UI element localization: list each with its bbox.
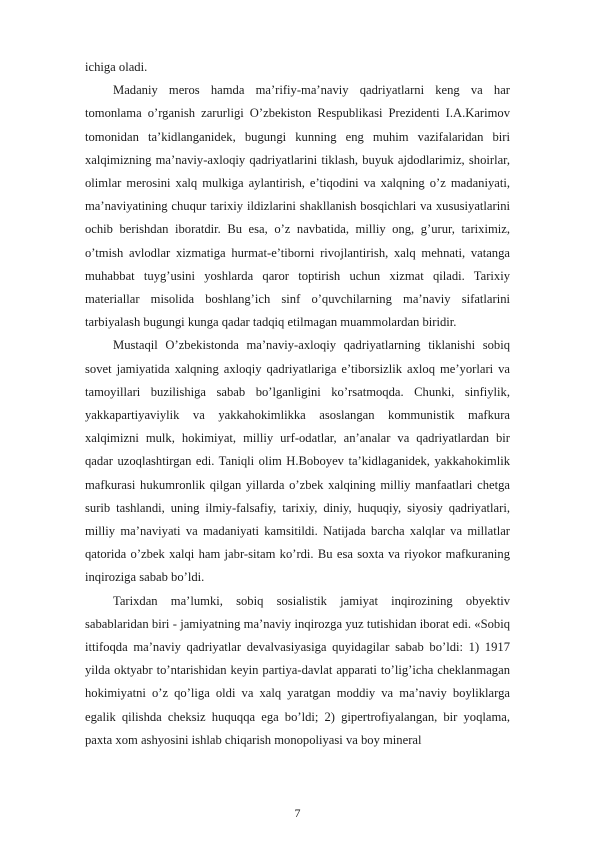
paragraph-continuation: ichiga oladi. <box>85 60 148 74</box>
paragraph: Mustaqil O’zbekistonda ma’naviy-axloqiy qadriyatlarning tiklanishi sobiq sovet jamiyatida xalqning axloqiy qadriyatlariga e’tiborsizlik axloq me’yorlari va tamoyillari buzilishiga sabab bo’lganligini ko’rsatmoqda. Chunki, sinfiylik, yakkapartiyaviylik va yakkahokimlikka asoslangan kommunistik mafkura xalqimizni mulk, hokimiyat, milliy urf-odatlar, an’analar va qadriyatlardan bir qadar uzoqlashtirgan edi. Taniqli olim H.Boboyev ta’kidlaganidek, yakkahokimlik mafkurasi hukumronlik qilgan yillarda o’zbek xalqining milliy manfaatlari chetga surib tashlandi, uning ilmiy-falsafiy, tarixiy, diniy, huquqiy, siyosiy qadriyatlari, milliy ma’naviyati va madaniyati kamsitildi. Natijada barcha xalqlar va millatlar qatorida o’zbek xalqi ham jabr-sitam ko’rdi. Bu esa soxta va riyokor mafkuraning inqiroziga sabab bo’ldi. <box>85 338 510 585</box>
page-number: 7 <box>294 806 301 820</box>
paragraph: Madaniy meros hamda ma’rifiy-ma’naviy qadriyatlarni keng va har tomonlama o’rganish zarurligi O’zbekiston Respublikasi Prezidenti I.A.Karimov tomonidan ta’kidlanganidek, bugungi kunning eng muhim vazifalaridan biri xalqimizning ma’naviy-axloqiy qadriyatlarini tiklash, buyuk ajdodlarimiz, shoirlar, olimlar merosini xalq mulkiga aylantirish, e’tiqodini va xalqning o’z madaniyati, ma’naviyatining chuqur tarixiy ildizlarini shakllanish bosqichlari va xususiyatlarini ochib berishdan iboratdir. Bu esa, o’z navbatida, milliy ong, g’urur, tariximiz, o’tmish avlodlar xizmatiga hurmat-e’tiborni rivojlantirish, xalq mehnati, vatanga muhabbat tuyg’usini yoshlarda qaror toptirish uchun xizmat qiladi. Tarixiy materiallar misolida boshlang’ich sinf o’quvchilarning ma’naviy sifatlarini tarbiyalash bugungi kunga qadar tadqiq etilmagan muammolardan biridir. <box>85 83 510 330</box>
document-body <box>85 56 510 752</box>
paragraph: Tarixdan ma’lumki, sobiq sosialistik jamiyat inqirozining obyektiv sabablaridan biri - jamiyatning ma’naviy inqirozga yuz tutishidan iborat edi. «Sobiq ittifoqda ma’naviy qadriyatlar devalvasiyasiga quyidagilar sabab bo’ldi: 1) 1917 yilda oktyabr to’ntarishidan keyin partiya-davlat apparati to’lig’icha cheklanmagan hokimiyatni o’z qo’liga oldi va xalq yaratgan moddiy va ma’naviy boyliklarga egalik qilishda cheksiz huquqqa ega bo’ldi; 2) gipertrofiyalangan, bir yoqlama, paxta xom ashyosini ishlab chiqarish monopoliyasi va boy mineral <box>85 593 510 747</box>
